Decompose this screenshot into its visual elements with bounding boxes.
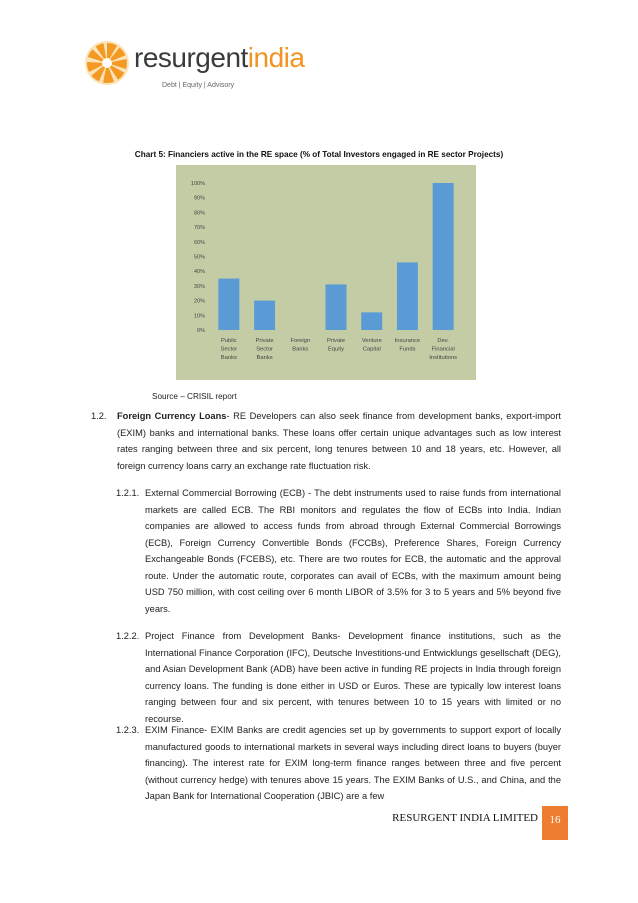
y-tick-label: 50% [193,254,205,261]
x-tick-label: Public [220,338,237,344]
section-1-2 [91,408,562,474]
x-tick-label: Banks [220,355,237,361]
footer-company: RESURGENT INDIA LIMITED [392,812,538,824]
company-logo [82,38,322,94]
x-tick-label: Insurance [394,338,421,344]
y-tick-label: 40% [193,269,205,276]
bar [361,312,382,330]
y-tick-label: 10% [193,313,205,320]
x-tick-label: Sector [220,346,238,353]
x-tick-label: Institutions [429,355,458,361]
bar [397,262,418,330]
brand-name-part1: resurgent [134,42,248,73]
x-tick-label: Private [255,338,274,344]
brand-name [134,42,304,74]
x-tick-label: Banks [292,346,309,353]
bar [254,301,275,330]
sun-logo-icon [82,38,132,88]
bar [326,284,347,330]
bar [218,279,239,330]
chart-source: Source – CRISIL report [152,392,237,401]
bar-chart [176,165,476,380]
x-tick-label: Capital [362,346,381,353]
x-tick-label: Foreign [290,338,311,344]
y-tick-label: 70% [193,225,205,232]
section-text: - RE Developers can also seek finance from development banks, export-import (EXIM) banks and international banks. These loans offer certain unique advantages such as low interest rates ranging between three and six percent, long tenures between 10 and 18 years, etc. However, all foreign currency loans carry an exchange rate fluctuation risk. [117,411,562,471]
x-tick-label: Banks [256,355,273,361]
x-tick-label: Dev. [437,338,449,344]
section-1-2-2 [116,628,561,727]
section-lead: Foreign Currency Loans [117,411,227,421]
section-number: 1.2.3. [116,725,140,735]
section-text: EXIM Finance- EXIM Banks are credit agencies set up by governments to support export of locally manufactured goods to international markets in several ways including direct loans to buyers (buyer financing). The interest rate for EXIM long-term finance ranges between three and five percent (without currency hedge) with tenures above 15 years. The EXIM Banks of U.S., and China, and the Japan Bank for International Cooperation (JBIC) are a few [145,725,561,801]
x-tick-label: Funds [399,346,416,353]
y-tick-label: 60% [193,239,205,246]
bar [433,183,454,330]
y-tick-label: 30% [193,283,205,290]
y-tick-label: 80% [193,210,205,217]
section-text: Project Finance from Development Banks- Development finance institutions, such as the International Finance Corporation (IFC), Deutsche Investitions-und Entwicklungs gesellschaft (DEG), and Asian Development Bank (ADB) have been active in funding RE projects in India through foreign currency loans. The funding is done either in USD or Euros. These are typically low interest loans ranging between four and six percent, with tenures between 10 to 15 years with limited or no recourse. [145,631,561,724]
section-number: 1.2. [91,411,107,421]
section-1-2-3 [116,722,561,805]
y-tick-label: 100% [190,181,205,187]
x-tick-label: Financial [431,346,455,353]
section-number: 1.2.1. [116,488,140,498]
section-number: 1.2.2. [116,631,140,641]
y-tick-label: 90% [193,195,205,202]
x-tick-label: Sector [256,346,273,353]
brand-tagline: Debt | Equity | Advisory [162,82,235,89]
page-number: 16 [542,806,568,840]
chart-caption: Chart 5: Financiers active in the RE space (% of Total Investors engaged in RE sector Projects) [134,150,504,159]
section-text: External Commercial Borrowing (ECB) - The debt instruments used to raise funds from international markets are called ECB. The RBI monitors and regulates the flow of ECBs into India. Indian companies are allowed to access funds from abroad through External Commercial Borrowings (ECB), Foreign Currency Convertible Bonds (FCCBs), Preference Shares, Foreign Currency Exchangeable Bonds (FCEBS), etc. There are two routes for ECB, the automatic and the approval route. Under the automatic route, corporates can avail of ECBs, with the maximum amount being USD 750 million, with cost ceiling over 6 month LIBOR of 3.5% for 3 to 5 years and 5% beyond five years. [145,488,561,614]
y-tick-label: 20% [193,298,205,305]
x-tick-label: Private [326,338,346,344]
bar-chart-svg [176,165,476,380]
x-tick-label: Equity [327,346,345,353]
section-1-2-1 [116,485,561,617]
x-tick-label: Venture [361,338,382,344]
brand-name-part2: india [247,42,305,73]
y-tick-label: 0% [197,328,205,334]
